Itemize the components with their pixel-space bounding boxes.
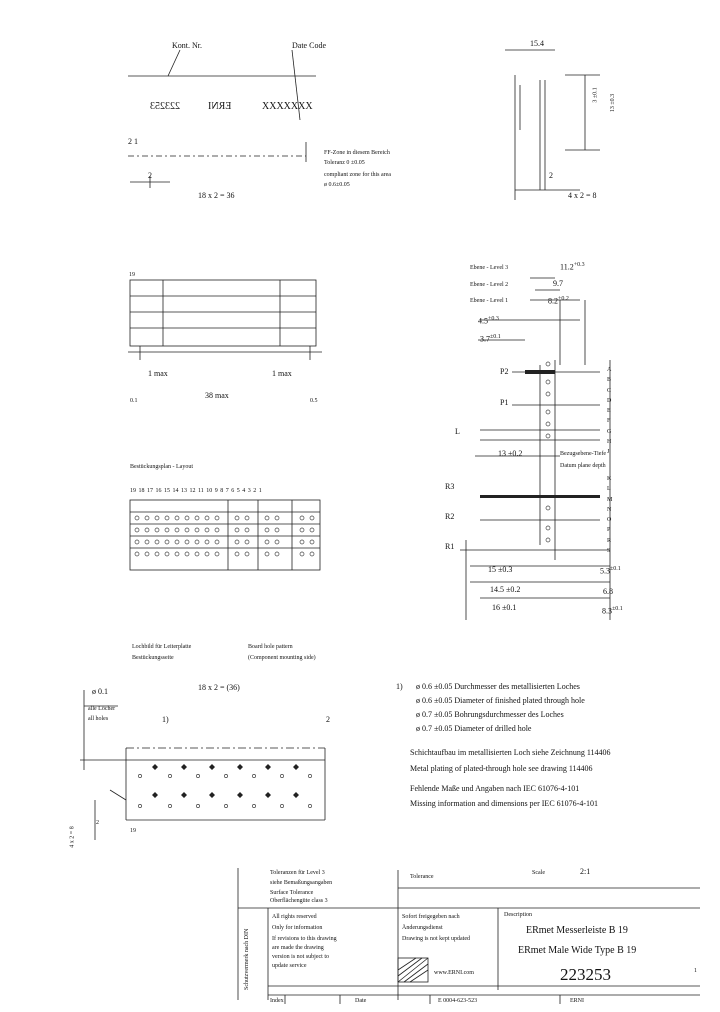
- all-holes-de: alle Löcher: [88, 706, 116, 712]
- note-line-3: ø 0.7 ±0.05 Bohrungsdurchmesser des Loches: [416, 710, 564, 719]
- datum-plane-de: Bezugsebene-Tiefe: [560, 451, 607, 457]
- row-19-label: 19: [129, 272, 135, 278]
- tolerance-label: Tolerance: [410, 874, 434, 880]
- zone-diameter: ø 0.6±0.05: [324, 182, 350, 188]
- pin-layout-title: Bestückungsplan - Layout: [130, 464, 193, 470]
- release-line-2: Änderungsdienst: [402, 925, 443, 931]
- dimension-5-3: $5.3^{\pm 0.1}$: [600, 566, 621, 576]
- dimension-13: 13 ±0.2: [498, 449, 523, 458]
- dimension-14-5: 14.5 ±0.2: [490, 585, 521, 594]
- pin-numbers-top: 2 1: [128, 137, 138, 146]
- pin-layout-numbers: 19 18 17 16 15 14 13 12 11 10 9 8 7 6 5 4 3 2 1: [130, 488, 262, 494]
- small-dimension-2: 0.5: [310, 398, 318, 404]
- level-dimension-3: $8.2^{+0.2}$: [548, 296, 569, 306]
- index-label: Index: [270, 998, 284, 1004]
- sheet-number: 1: [694, 968, 697, 974]
- website[interactable]: www.ERNI.com: [434, 970, 474, 976]
- scale-value: 2:1: [580, 867, 591, 876]
- pitch-total-dimension: 18 x 2 = 36: [198, 191, 235, 200]
- date-label: Date: [355, 998, 367, 1004]
- dimension-c: 2: [549, 171, 553, 180]
- label-r1: R1: [445, 542, 455, 551]
- note-line-8: Missing information and dimensions per IEC 61076-4-101: [410, 799, 598, 808]
- level-3-label: Ebene - Level 3: [470, 265, 509, 271]
- tol-line-1: Toleranzen für Level 3: [270, 870, 325, 876]
- note-line-5: Schichtaufbau im metallisierten Loch siehe Zeichnung 114406: [410, 748, 611, 757]
- label-r2: R2: [445, 512, 455, 521]
- note-line-6: Metal plating of plated-through hole see drawing 114406: [410, 764, 593, 773]
- tol-line-3: Surface Tolerance: [270, 890, 314, 896]
- board-vertical-dimension: 4 x 2 = 8: [69, 826, 76, 848]
- tol-line-2: siehe Bemaßungsangaben: [270, 880, 333, 886]
- dimension-16: 16 ±0.1: [492, 603, 517, 612]
- all-holes-en: all holes: [88, 716, 109, 722]
- width-dimension: 15.4: [530, 39, 544, 48]
- note-line-4: ø 0.7 ±0.05 Diameter of drilled hole: [416, 724, 532, 733]
- level-dimension-1: $11.2^{+0.3}$: [560, 262, 585, 272]
- board-small-dimension: 2: [96, 820, 99, 826]
- row-letters-k-s: K L M N O P R S: [607, 476, 613, 555]
- label-r3: R3: [445, 482, 455, 491]
- label-p2: P2: [500, 367, 509, 376]
- max-dimension-1: 1 max: [148, 369, 168, 378]
- marking-part-number: 223253: [150, 101, 180, 112]
- dimension-6-8: 6.8: [603, 587, 613, 596]
- dimension-8-3: $8.3^{\pm 0.1}$: [602, 606, 623, 616]
- compliant-zone-note-en: compliant zone for this area: [324, 172, 391, 178]
- label-p1: P1: [500, 398, 509, 407]
- pitch-dimension-right: 4 x 2 = 8: [568, 191, 597, 200]
- rights-line-2: Only for information: [272, 925, 323, 931]
- label-l: L: [455, 427, 460, 436]
- marking-brand: ERNI: [208, 101, 232, 112]
- tolerance-note-de: Toleranz 0 ±0.05: [324, 160, 365, 166]
- row-letters-a-h: A B C D E F G H J: [607, 367, 612, 456]
- ff-zone-note-de: FF-Zone in diesem Bereich: [324, 150, 390, 156]
- level-dimension-2: 9.7: [553, 279, 563, 288]
- note-line-2: ø 0.6 ±0.05 Diameter of finished plated through hole: [416, 696, 585, 705]
- note-line-1: ø 0.6 ±0.05 Durchmesser des metallisierten Loches: [416, 682, 580, 691]
- level-dimension-4: $4.5^{+0.3}$: [478, 316, 499, 326]
- note-ref-1: 1): [162, 715, 169, 724]
- board-hole-pattern-en: Board hole pattern: [248, 644, 293, 650]
- rights-line-5: version is not subject to: [272, 954, 329, 960]
- document-number: E 0004-623-523: [438, 998, 478, 1004]
- release-line-1: Sofort freigegeben nach: [402, 914, 460, 920]
- overall-max-dimension: 38 max: [205, 391, 229, 400]
- tol-line-4: Oberflächengüte class 3: [270, 898, 328, 904]
- level-dimension-5: $3.7^{\pm 0.1}$: [480, 334, 501, 344]
- small-dimension-1: 0.1: [130, 398, 138, 404]
- protection-note: Schutzvermerk nach DIN: [244, 928, 250, 990]
- dimension-15: 15 ±0.3: [488, 565, 513, 574]
- title-english: ERmet Male Wide Type B 19: [518, 945, 637, 956]
- description-label: Description: [504, 912, 532, 918]
- component-side-en: (Component mounting side): [248, 655, 316, 661]
- board-pattern-de: Lochbild für Leiterplatte: [132, 644, 192, 650]
- board-pattern-en: Bestückungsseite: [132, 655, 174, 661]
- date-code-label: Date Code: [292, 41, 326, 50]
- kont-nr-label: Kont. Nr.: [172, 41, 202, 50]
- company-code: ERNI: [570, 998, 584, 1004]
- level-2-label: Ebene - Level 2: [470, 282, 509, 288]
- hole-tolerance: ø 0.1: [92, 687, 108, 696]
- notes-ref: 1): [396, 682, 403, 691]
- dimension-b: 13 ±0.3: [610, 93, 617, 113]
- rights-line-3: If revisions to this drawing: [272, 936, 337, 942]
- board-row-19: 19: [130, 828, 136, 834]
- release-line-3: Drawing is not kept updated: [402, 936, 470, 942]
- part-number: 223253: [560, 965, 611, 984]
- note-ref-2: 2: [326, 715, 330, 724]
- max-dimension-2: 1 max: [272, 369, 292, 378]
- dimension-a: 3 ±0.1: [592, 87, 599, 103]
- pitch-dimension: 2: [148, 171, 152, 180]
- note-line-7: Fehlende Maße und Angaben nach IEC 61076-4-101: [410, 784, 580, 793]
- rights-line-1: All rights reserved: [272, 914, 317, 920]
- level-1-label: Ebene - Level 1: [470, 298, 509, 304]
- rights-line-4: are made the drawing: [272, 945, 324, 951]
- scale-label: Scale: [532, 870, 545, 876]
- datum-plane-en: Datum plane depth: [560, 463, 606, 469]
- marking-date-code: XXXXXXX: [262, 101, 313, 112]
- rights-line-6: update service: [272, 963, 307, 969]
- board-pitch-total: 18 x 2 = (36): [198, 683, 240, 692]
- title-german: ERmet Messerleiste B 19: [526, 925, 628, 936]
